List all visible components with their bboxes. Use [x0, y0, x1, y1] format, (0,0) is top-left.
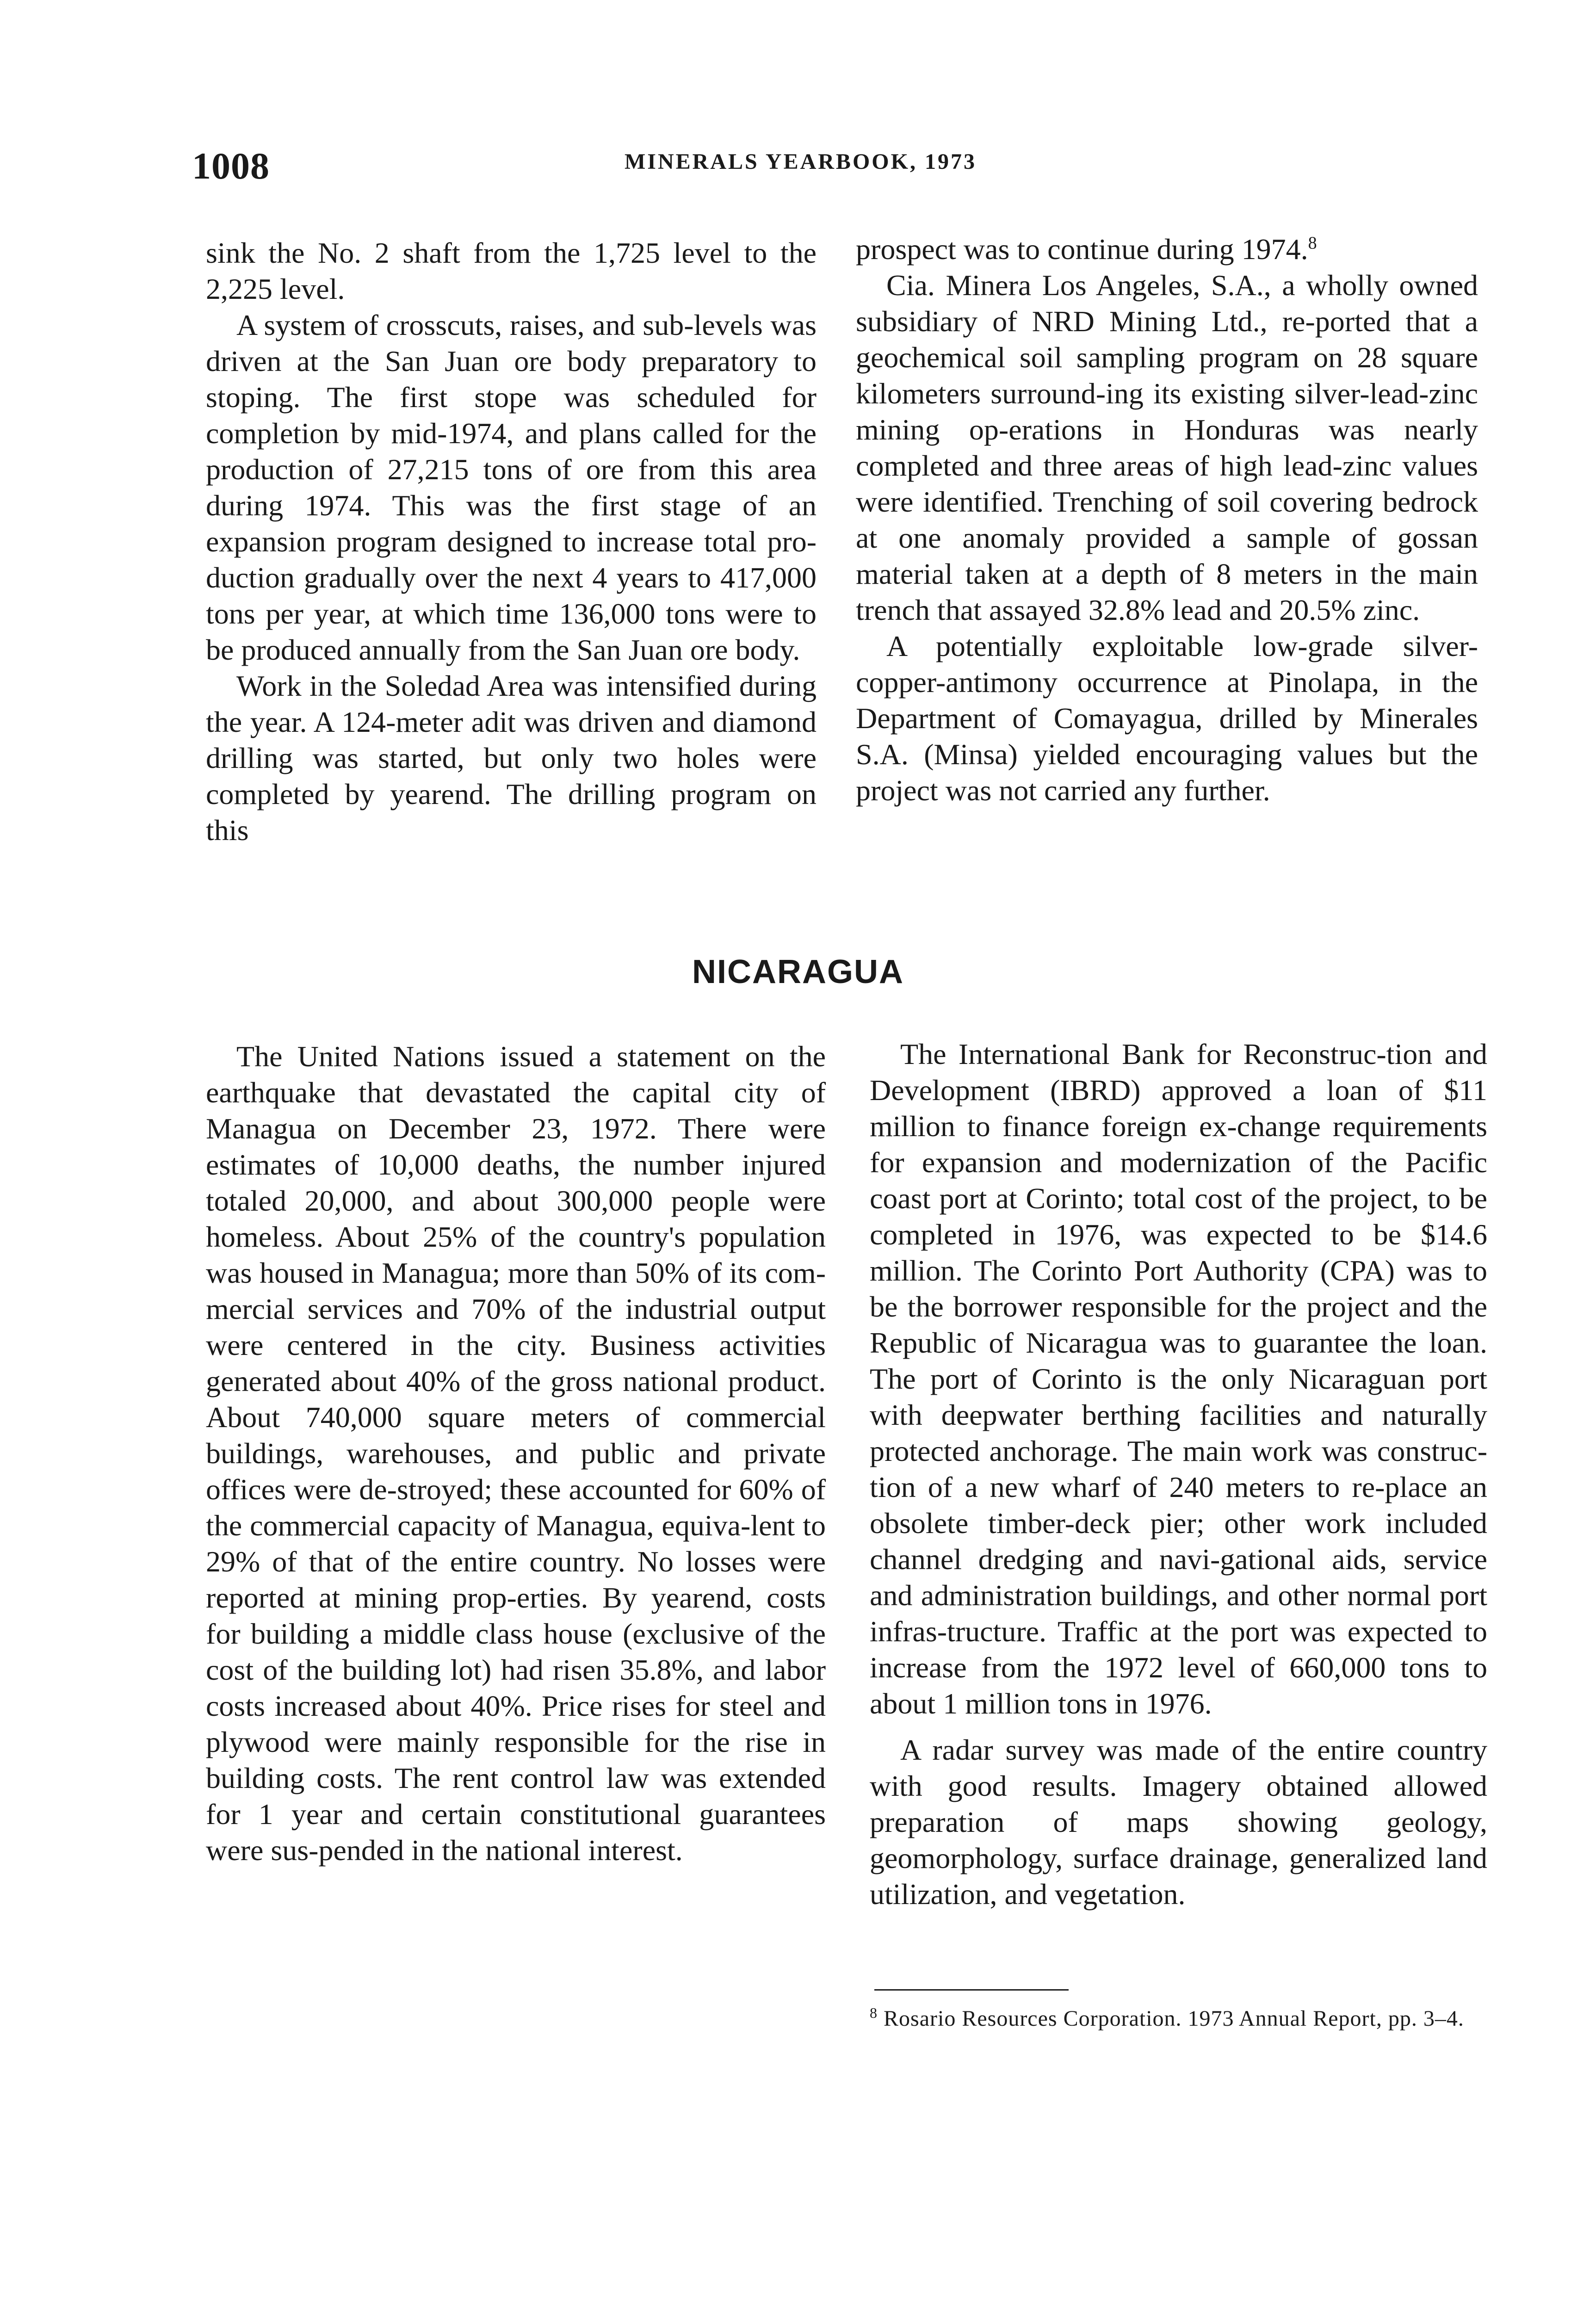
paragraph: A potentially exploitable low-grade silver-copper-antimony occurrence at Pinolapa, in the Department of Comayagua, drilled by Minerales S.A. (Minsa) yielded encouraging values but the project was not carried any further.	[856, 630, 1478, 807]
running-head: MINERALS YEARBOOK, 1973	[625, 149, 977, 174]
paragraph: A system of crosscuts, raises, and sub-levels was driven at the San Juan ore body preparatory to stoping. The first stope was scheduled for completion by mid-1974, and plans called for the production of 27,215 tons of ore from this area during 1974. This was the first stage of an expansion program designed to increase total pro-duction gradually over the next 4 years to 417,000 tons per year, at which time 136,000 tons were to be produced annually from the San Juan ore body.	[206, 309, 817, 666]
paragraph: The International Bank for Reconstruc-tion and Development (IBRD) approved a loan of $11 million to finance foreign ex-change requirements for expansion and modernization of the Pacific coast port at Corinto; total cost of the project, to be completed in 1976, was expected to be $14.6 million. The Corinto Port Authority (CPA) was to be the borrower responsible for the project and the Republic of Nicaragua was to guarantee the loan. The port of Corinto is the only Nicaraguan port with deepwater berthing facilities and naturally protected anchorage. The main work was construc-tion of a new wharf of 240 meters to re-place an obsolete timber-deck pier; other work included channel dredging and navi-gational aids, service and administration buildings, and other normal port infras-tructure. Traffic at the port was expected to increase from the 1972 level of 660,000 tons to about 1 million tons in 1976.	[870, 1038, 1487, 1720]
footnote-text: Rosario Resources Corporation. 1973 Annual Report, pp. 3–4.	[884, 2006, 1464, 2031]
footnote-divider	[874, 1989, 1069, 1991]
paragraph: A radar survey was made of the entire country with good results. Imagery obtained allowed preparation of maps showing geology, geomorphology, surface drainage, generalized land utilization, and vegetation.	[870, 1733, 1487, 1911]
paragraph-text: prospect was to continue during 1974.	[856, 233, 1308, 266]
footnote-reference: 8	[1308, 233, 1317, 253]
paragraph	[856, 231, 1478, 267]
footnote-mark: 8	[870, 2004, 878, 2021]
page-number: 1008	[192, 145, 270, 187]
paragraph: sink the No. 2 shaft from the 1,725 level to the 2,225 level.	[206, 236, 817, 305]
top-right-column	[856, 231, 1478, 809]
bottom-right-column	[870, 1036, 1487, 1912]
top-left-column	[206, 235, 817, 848]
section-heading: NICARAGUA	[692, 953, 904, 990]
paragraph: The United Nations issued a statement on the earthquake that devastated the capital city of Managua on December 23, 1972. There were estimates of 10,000 deaths, the number injured totaled 20,000, and about 300,000 people were homeless. About 25% of the country's population was housed in Managua; more than 50% of its com-mercial services and 70% of the industrial output were centered in the city. Business activities generated about 40% of the gross national product. About 740,000 square meters of commercial buildings, warehouses, and public and private offices were de-stroyed; these accounted for 60% of the commercial capacity of Managua, equiva-lent to 29% of that of the entire country. No losses were reported at mining prop-erties. By yearend, costs for building a middle class house (exclusive of the cost of the building lot) had risen 35.8%, and labor costs increased about 40%. Price rises for steel and plywood were mainly responsible for the rise in building costs. The rent control law was extended for 1 year and certain constitutional guarantees were sus-pended in the national interest.	[206, 1040, 826, 1867]
paragraph: Cia. Minera Los Angeles, S.A., a wholly owned subsidiary of NRD Mining Ltd., re-ported that a geochemical soil sampling program on 28 square kilometers surround-ing its existing silver-lead-zinc mining op-erations in Honduras was nearly completed and three areas of high lead-zinc values were identified. Trenching of soil covering bedrock at one anomaly provided a sample of gossan material taken at a depth of 8 meters in the main trench that assayed 32.8% lead and 20.5% zinc.	[856, 269, 1478, 626]
footnote	[870, 1999, 1487, 2032]
paragraph: Work in the Soledad Area was intensified during the year. A 124-meter adit was driven and diamond drilling was started, but only two holes were completed by yearend. The drilling program on this	[206, 669, 817, 847]
bottom-left-column	[206, 1039, 826, 1868]
